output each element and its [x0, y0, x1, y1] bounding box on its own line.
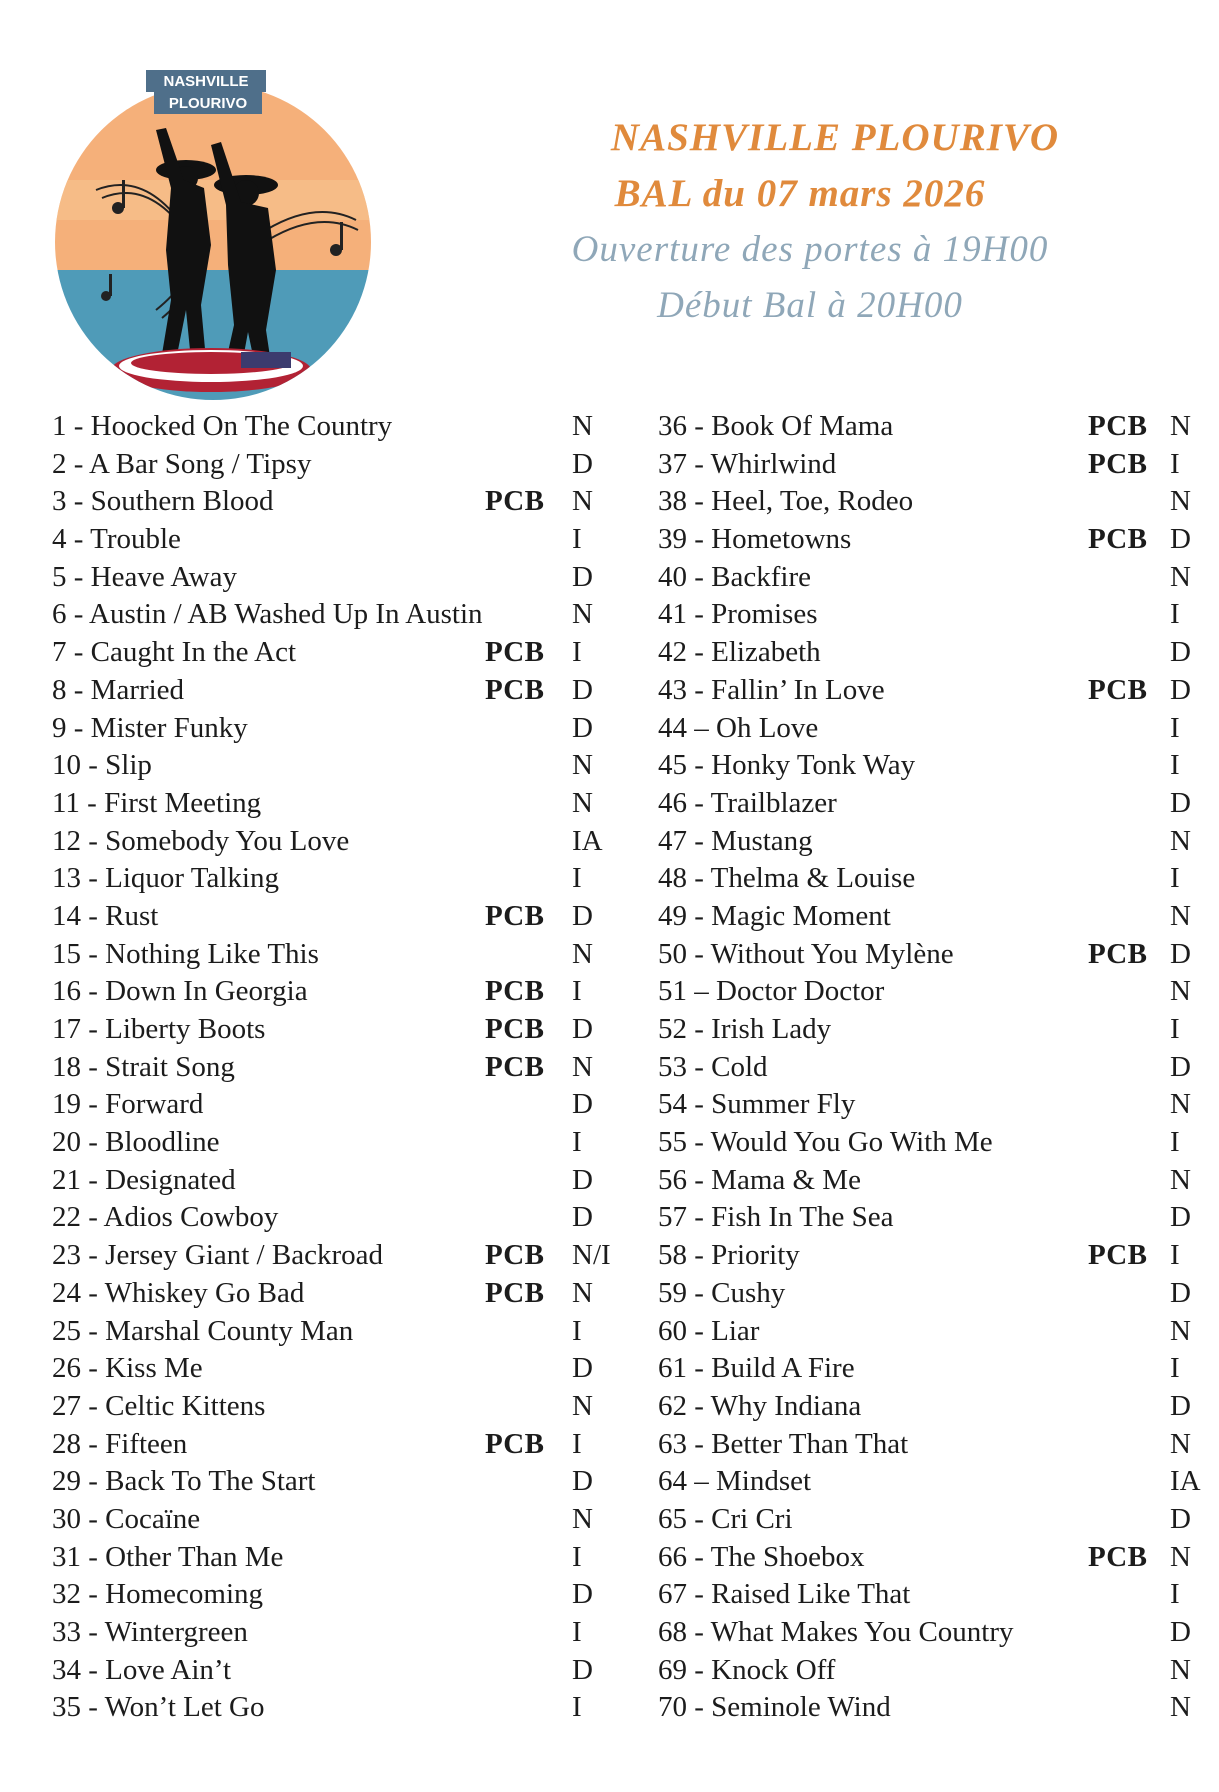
song-title: 12 - Somebody You Love: [52, 824, 350, 857]
song-row: [658, 1313, 1198, 1351]
song-title: 67 - Raised Like That: [658, 1578, 911, 1611]
song-title: 7 - Caught In the Act: [52, 636, 297, 669]
song-title: 49 - Magic Moment: [658, 899, 891, 932]
song-level-code: N: [1170, 1653, 1191, 1686]
song-title: 9 - Mister Funky: [52, 711, 248, 744]
song-row: [52, 1199, 632, 1237]
song-level-code: I: [1170, 711, 1180, 744]
song-title: 2 - A Bar Song / Tipsy: [52, 447, 312, 480]
song-level-code: D: [572, 447, 593, 480]
song-row: [658, 634, 1198, 672]
song-row: [52, 936, 632, 974]
song-level-code: D: [572, 1578, 593, 1611]
song-level-code: N: [1170, 824, 1191, 857]
song-row: [52, 1539, 632, 1577]
song-tag: PCB: [485, 1276, 545, 1309]
song-level-code: I: [1170, 447, 1180, 480]
song-tag: PCB: [485, 1050, 545, 1083]
song-level-code: N: [1170, 1540, 1191, 1573]
song-tag: PCB: [485, 899, 545, 932]
song-title: 54 - Summer Fly: [658, 1088, 856, 1121]
song-title: 13 - Liquor Talking: [52, 862, 279, 895]
song-title: 14 - Rust: [52, 899, 159, 932]
song-row: [52, 1689, 632, 1727]
song-level-code: D: [572, 1163, 593, 1196]
song-list-left: [52, 408, 632, 1727]
song-title: 66 - The Shoebox: [658, 1540, 865, 1573]
song-tag: PCB: [1088, 410, 1148, 442]
song-level-code: I: [572, 1126, 582, 1159]
song-level-code: N: [572, 1502, 593, 1535]
song-row: [52, 823, 632, 861]
song-level-code: N: [1170, 975, 1191, 1008]
song-title: 15 - Nothing Like This: [52, 937, 319, 970]
song-title: 31 - Other Than Me: [52, 1540, 284, 1573]
song-level-code: I: [572, 523, 582, 556]
song-level-code: I: [1170, 1578, 1180, 1611]
song-level-code: D: [1170, 636, 1191, 669]
song-title: 26 - Kiss Me: [52, 1352, 203, 1385]
song-title: 21 - Designated: [52, 1163, 236, 1196]
song-row: [658, 446, 1198, 484]
song-level-code: D: [1170, 1502, 1191, 1535]
song-level-code: N/I: [572, 1239, 611, 1272]
song-tag: PCB: [485, 673, 545, 706]
song-title: 61 - Build A Fire: [658, 1352, 855, 1385]
song-title: 58 - Priority: [658, 1239, 800, 1272]
doors-open-time: Ouverture des portes à 19H00: [571, 229, 1049, 270]
song-level-code: IA: [1170, 1465, 1201, 1498]
song-title: 6 - Austin / AB Washed Up In Austin: [52, 598, 483, 631]
song-level-code: I: [1170, 749, 1180, 782]
song-level-code: N: [1170, 1427, 1191, 1460]
song-level-code: N: [1170, 410, 1191, 442]
song-title: 34 - Love Ain’t: [52, 1653, 232, 1686]
song-title: 23 - Jersey Giant / Backroad: [52, 1239, 383, 1272]
song-row: [52, 1124, 632, 1162]
song-level-code: D: [572, 1465, 593, 1498]
song-title: 16 - Down In Georgia: [52, 975, 308, 1008]
song-row: [52, 1313, 632, 1351]
song-level-code: I: [1170, 862, 1180, 895]
song-level-code: I: [572, 1314, 582, 1347]
song-level-code: D: [1170, 1050, 1191, 1083]
song-title: 45 - Honky Tonk Way: [658, 749, 916, 782]
song-level-code: N: [572, 1050, 593, 1083]
song-row: [658, 1426, 1198, 1464]
song-title: 64 – Mindset: [658, 1465, 812, 1498]
song-row: [52, 1350, 632, 1388]
song-row: [52, 1501, 632, 1539]
song-row: [658, 1237, 1198, 1275]
song-level-code: I: [572, 862, 582, 895]
song-tag: PCB: [1088, 937, 1148, 970]
song-level-code: I: [572, 1616, 582, 1648]
song-level-code: N: [572, 598, 593, 631]
song-row: [658, 1576, 1198, 1614]
song-row: [658, 1388, 1198, 1426]
song-level-code: D: [1170, 1389, 1191, 1422]
song-row: [52, 483, 632, 521]
song-row: [52, 785, 632, 823]
song-title: 36 - Book Of Mama: [658, 410, 894, 442]
song-row: [52, 408, 632, 446]
song-row: [52, 1614, 632, 1652]
song-title: 42 - Elizabeth: [658, 636, 821, 669]
song-title: 28 - Fifteen: [52, 1427, 188, 1460]
song-title: 22 - Adios Cowboy: [52, 1201, 279, 1234]
song-level-code: D: [1170, 786, 1191, 819]
song-row: [658, 1086, 1198, 1124]
song-row: [52, 1388, 632, 1426]
song-row: [52, 672, 632, 710]
song-level-code: D: [1170, 1201, 1191, 1234]
song-level-code: N: [1170, 1088, 1191, 1121]
song-row: [658, 1539, 1198, 1577]
song-row: [658, 1275, 1198, 1313]
song-title: 25 - Marshal County Man: [52, 1314, 354, 1347]
song-row: [52, 1086, 632, 1124]
song-row: [658, 823, 1198, 861]
song-title: 35 - Won’t Let Go: [52, 1691, 265, 1724]
song-level-code: D: [1170, 1616, 1191, 1648]
song-level-code: I: [1170, 1013, 1180, 1045]
song-title: 33 - Wintergreen: [52, 1616, 248, 1648]
song-row: [658, 596, 1198, 634]
song-title: 19 - Forward: [52, 1088, 204, 1121]
song-level-code: IA: [572, 824, 603, 857]
song-title: 57 - Fish In The Sea: [658, 1201, 894, 1234]
song-level-code: N: [572, 937, 593, 970]
song-title: 53 - Cold: [658, 1050, 768, 1083]
song-level-code: D: [572, 1352, 593, 1385]
logo-bottom-text: PLOURIVO: [168, 95, 248, 112]
song-row: [52, 898, 632, 936]
song-row: [658, 936, 1198, 974]
song-tag: PCB: [1088, 1540, 1148, 1573]
song-row: [52, 973, 632, 1011]
song-title: 37 - Whirlwind: [658, 447, 837, 480]
song-level-code: N: [572, 1389, 593, 1422]
song-title: 24 - Whiskey Go Bad: [52, 1276, 305, 1309]
song-row: [658, 1463, 1201, 1501]
song-level-code: D: [572, 673, 593, 706]
song-level-code: D: [572, 1653, 593, 1686]
song-title: 46 - Trailblazer: [658, 786, 837, 819]
song-level-code: I: [572, 975, 582, 1008]
song-level-code: I: [1170, 1352, 1180, 1385]
song-level-code: D: [572, 560, 593, 593]
song-title: 50 - Without You Mylène: [658, 937, 954, 970]
song-title: 55 - Would You Go With Me: [658, 1126, 993, 1159]
song-title: 59 - Cushy: [658, 1276, 786, 1309]
song-row: [52, 521, 632, 559]
song-row: [52, 1049, 632, 1087]
start-time: Début Bal à 20H00: [657, 285, 963, 326]
song-title: 3 - Southern Blood: [52, 485, 274, 518]
song-title: 30 - Cocaïne: [52, 1502, 201, 1535]
song-row: [658, 1049, 1198, 1087]
song-level-code: N: [572, 1276, 593, 1309]
song-row: [52, 1463, 632, 1501]
song-title: 41 - Promises: [658, 598, 818, 631]
song-level-code: I: [1170, 1126, 1180, 1159]
song-title: 11 - First Meeting: [52, 786, 262, 819]
song-row: [658, 785, 1198, 823]
event-header: [510, 110, 1110, 334]
song-title: 52 - Irish Lady: [658, 1013, 832, 1045]
song-row: [52, 1162, 632, 1200]
song-row: [658, 1350, 1198, 1388]
song-level-code: D: [572, 1088, 593, 1121]
song-level-code: N: [572, 410, 593, 442]
song-row: [52, 710, 632, 748]
song-title: 17 - Liberty Boots: [52, 1013, 266, 1045]
song-level-code: N: [1170, 560, 1191, 593]
song-title: 48 - Thelma & Louise: [658, 862, 916, 895]
song-row: [52, 860, 632, 898]
song-title: 32 - Homecoming: [52, 1578, 264, 1611]
song-level-code: N: [572, 749, 593, 782]
song-tag: PCB: [485, 975, 545, 1008]
song-title: 8 - Married: [52, 673, 185, 706]
song-row: [52, 747, 632, 785]
song-level-code: I: [572, 1691, 582, 1724]
song-row: [658, 408, 1198, 446]
song-row: [658, 747, 1198, 785]
song-row: [52, 634, 632, 672]
song-level-code: D: [1170, 523, 1191, 556]
song-title: 68 - What Makes You Country: [658, 1616, 1014, 1648]
song-level-code: N: [572, 485, 593, 518]
song-title: 62 - Why Indiana: [658, 1389, 862, 1422]
song-row: [658, 1614, 1198, 1652]
song-row: [52, 446, 632, 484]
song-row: [658, 1652, 1198, 1690]
song-title: 63 - Better Than That: [658, 1427, 909, 1460]
song-title: 5 - Heave Away: [52, 560, 237, 593]
song-level-code: N: [1170, 1691, 1191, 1724]
song-row: [658, 1162, 1198, 1200]
song-level-code: N: [1170, 1163, 1191, 1196]
logo-top-text: NASHVILLE: [163, 73, 249, 90]
song-level-code: I: [572, 636, 582, 669]
logo-image: [36, 70, 390, 400]
song-row: [52, 1576, 632, 1614]
song-row: [52, 1426, 632, 1464]
song-level-code: D: [572, 899, 593, 932]
song-level-code: N: [1170, 485, 1191, 518]
song-title: 18 - Strait Song: [52, 1050, 235, 1083]
song-level-code: D: [1170, 1276, 1191, 1309]
song-title: 43 - Fallin’ In Love: [658, 673, 885, 706]
song-level-code: N: [1170, 1314, 1191, 1347]
song-level-code: I: [572, 1427, 582, 1460]
song-row: [52, 1652, 632, 1690]
song-level-code: N: [1170, 899, 1191, 932]
song-tag: PCB: [485, 636, 545, 669]
song-title: 39 - Hometowns: [658, 523, 852, 556]
song-title: 51 – Doctor Doctor: [658, 975, 885, 1008]
song-tag: PCB: [485, 485, 545, 518]
club-logo: [36, 70, 390, 400]
song-row: [658, 521, 1198, 559]
song-tag: PCB: [1088, 673, 1148, 706]
song-level-code: I: [1170, 598, 1180, 631]
song-row: [658, 860, 1198, 898]
song-level-code: D: [1170, 937, 1191, 970]
song-title: 4 - Trouble: [52, 523, 181, 556]
event-date: BAL du 07 mars 2026: [614, 172, 986, 215]
song-row: [658, 483, 1198, 521]
song-list-right: [658, 408, 1201, 1727]
song-title: 44 – Oh Love: [658, 711, 819, 744]
song-row: [658, 672, 1198, 710]
song-row: [658, 1501, 1198, 1539]
song-title: 10 - Slip: [52, 749, 152, 782]
song-title: 70 - Seminole Wind: [658, 1691, 891, 1724]
song-row: [658, 1689, 1198, 1727]
song-tag: PCB: [485, 1239, 545, 1272]
song-title: 56 - Mama & Me: [658, 1163, 861, 1196]
song-row: [52, 1275, 632, 1313]
song-row: [52, 1011, 632, 1049]
song-row: [658, 1199, 1198, 1237]
song-level-code: D: [572, 1013, 593, 1045]
song-title: 40 - Backfire: [658, 560, 811, 593]
song-level-code: N: [572, 786, 593, 819]
song-title: 38 - Heel, Toe, Rodeo: [658, 485, 914, 518]
song-tag: PCB: [485, 1427, 545, 1460]
song-level-code: I: [1170, 1239, 1180, 1272]
song-row: [658, 973, 1198, 1011]
song-row: [52, 596, 632, 634]
song-title: 29 - Back To The Start: [52, 1465, 316, 1498]
song-row: [658, 1124, 1198, 1162]
song-row: [52, 559, 632, 597]
song-title: 20 - Bloodline: [52, 1126, 220, 1159]
song-title: 47 - Mustang: [658, 824, 813, 857]
song-tag: PCB: [1088, 523, 1148, 556]
club-name: NASHVILLE PLOURIVO: [610, 116, 1060, 159]
song-level-code: D: [572, 1201, 593, 1234]
song-tag: PCB: [485, 1013, 545, 1045]
song-level-code: D: [572, 711, 593, 744]
song-tag: PCB: [1088, 447, 1148, 480]
song-row: [52, 1237, 632, 1275]
song-title: 27 - Celtic Kittens: [52, 1389, 266, 1422]
song-level-code: D: [1170, 673, 1191, 706]
song-title: 65 - Cri Cri: [658, 1502, 793, 1535]
song-title: 1 - Hoocked On The Country: [52, 410, 393, 442]
song-row: [658, 898, 1198, 936]
song-row: [658, 559, 1198, 597]
song-level-code: I: [572, 1540, 582, 1573]
song-row: [658, 710, 1198, 748]
song-title: 60 - Liar: [658, 1314, 760, 1347]
song-row: [658, 1011, 1198, 1049]
song-title: 69 - Knock Off: [658, 1653, 836, 1686]
song-tag: PCB: [1088, 1239, 1148, 1272]
